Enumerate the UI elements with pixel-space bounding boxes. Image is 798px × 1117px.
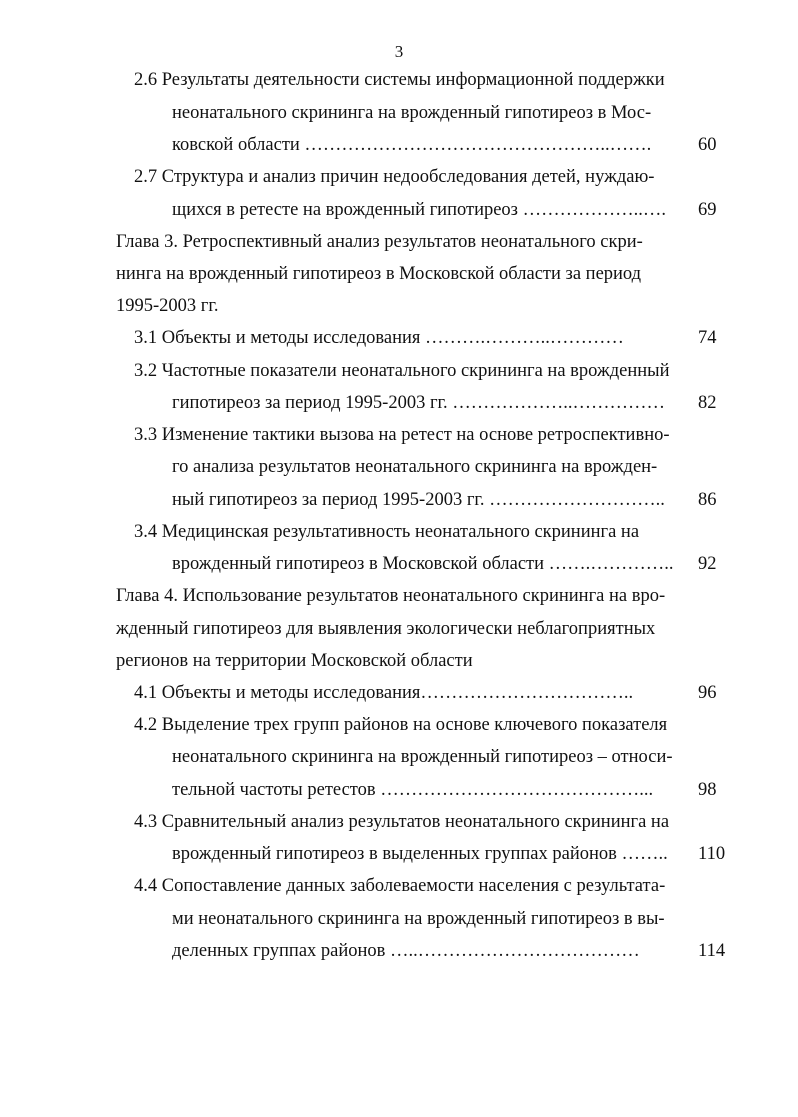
toc-page-number: 86	[698, 490, 717, 510]
toc-line: 4.1 Объекты и методы исследования……………………………..	[134, 683, 634, 703]
toc-line: гипотиреоз за период 1995-2003 гг. ………………..……………	[172, 393, 666, 413]
toc-page-number: 82	[698, 393, 717, 413]
toc-line: тельной частоты ретестов ……………………………………...	[172, 780, 654, 800]
toc-line: го анализа результатов неонатального скрининга на врожден-	[172, 457, 658, 477]
toc-chapter-line: жденный гипотиреоз для выявления экологически неблагоприятных	[116, 619, 656, 639]
toc-line: ми неонатального скрининга на врожденный гипотиреоз в вы-	[172, 909, 665, 929]
toc-line: деленных группах районов …..………………………………	[172, 941, 640, 961]
toc-line: 2.6 Результаты деятельности системы информационной поддержки	[134, 70, 665, 90]
toc-line: неонатального скрининга на врожденный гипотиреоз в Мос-	[172, 103, 652, 123]
toc-line: 4.4 Сопоставление данных заболеваемости населения с результата-	[134, 876, 666, 896]
toc-chapter-line: 1995-2003 гг.	[116, 296, 219, 316]
toc-chapter-line: регионов на территории Московской области	[116, 651, 473, 671]
toc-line: неонатального скрининга на врожденный гипотиреоз – относи-	[172, 747, 673, 767]
page-number: 3	[394, 42, 404, 61]
toc-page-number: 92	[698, 554, 717, 574]
toc-chapter-line: Глава 3. Ретроспективный анализ результатов неонатального скри-	[116, 232, 643, 252]
toc-line: 2.7 Структура и анализ причин недообследования детей, нуждаю-	[134, 167, 655, 187]
toc-line: 3.4 Медицинская результативность неонатального скрининга на	[134, 522, 640, 542]
toc-line: щихся в ретесте на врожденный гипотиреоз ………………..….	[172, 200, 666, 220]
toc-chapter-line: нинга на врожденный гипотиреоз в Московской области за период	[116, 264, 642, 284]
toc-chapter-line: Глава 4. Использование результатов неонатального скрининга на вро-	[116, 586, 666, 606]
toc-page-number: 98	[698, 780, 717, 800]
toc-line: 3.2 Частотные показатели неонатального скрининга на врожденный	[134, 361, 670, 381]
toc-page-number: 110	[698, 844, 726, 864]
toc-line: 3.1 Объекты и методы исследования ……….………..…………	[134, 328, 624, 348]
toc-line: 4.3 Сравнительный анализ результатов неонатального скрининга на	[134, 812, 670, 832]
toc-line: врожденный гипотиреоз в выделенных группах районов ……..	[172, 844, 668, 864]
toc-page-number: 114	[698, 941, 726, 961]
toc-page-number: 96	[698, 683, 717, 703]
toc-line: 4.2 Выделение трех групп районов на основе ключевого показателя	[134, 715, 668, 735]
toc-page-number: 74	[698, 328, 717, 348]
toc-line: 3.3 Изменение тактики вызова на ретест на основе ретроспективно-	[134, 425, 670, 445]
toc-line: врожденный гипотиреоз в Московской области …….…………..	[172, 554, 674, 574]
toc-page-number: 60	[698, 135, 717, 155]
toc-line: ковской области …………………………………………..…….	[172, 135, 652, 155]
toc-page-number: 69	[698, 200, 717, 220]
toc-line: ный гипотиреоз за период 1995-2003 гг. ………………………..	[172, 490, 665, 510]
